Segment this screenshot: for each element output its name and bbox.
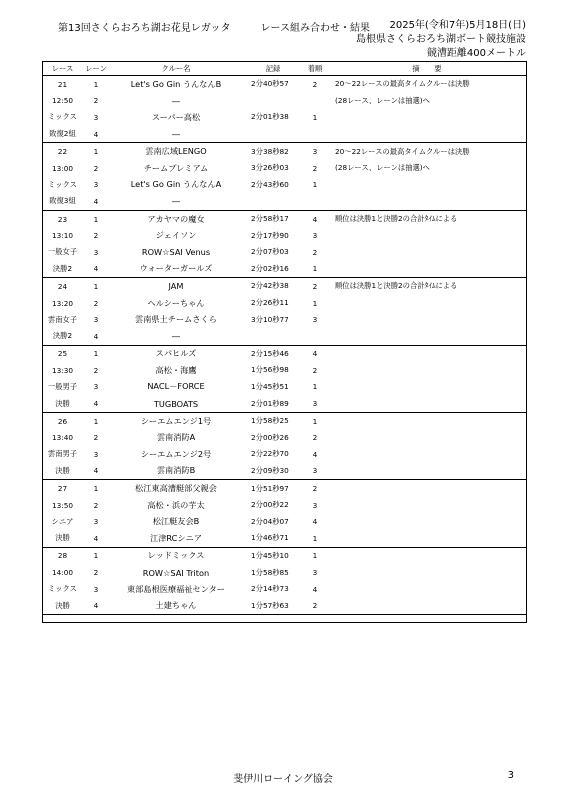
place-cell: 2 (312, 484, 318, 494)
race-cell: 決勝 (42, 530, 83, 547)
lane-cell: 1 (93, 214, 99, 224)
lane-cell: 2 (93, 568, 99, 578)
time-cell: 2分43秒60 (251, 179, 289, 189)
crew-cell: スーパー高松 (151, 111, 201, 122)
crew-cell: ジェイソン (155, 230, 197, 241)
race-cell: 23 (57, 214, 68, 224)
lane-cell: 4 (83, 126, 109, 143)
time-cell: 1分46秒71 (243, 530, 303, 547)
crew-cell: スパヒルズ (155, 348, 197, 359)
event-venue: 島根県さくらおろち湖ボート競技施設 (356, 34, 526, 45)
table-row (42, 446, 527, 463)
lane-cell: 2 (93, 500, 99, 510)
time-cell (243, 126, 303, 143)
time-cell: 2分58秒17 (251, 214, 289, 224)
time-cell: 2分02秒16 (243, 261, 303, 278)
note-cell (327, 547, 527, 564)
note-cell: 順位は決勝1と決勝2の合計ﾀｲﾑによる (335, 214, 458, 224)
time-cell: 1分58秒25 (251, 416, 289, 426)
table-row (42, 564, 527, 581)
race-cell: 28 (57, 551, 68, 561)
lane-cell: 3 (93, 112, 99, 122)
time-cell: 2分42秒38 (251, 281, 289, 291)
note-cell (327, 193, 527, 210)
note-cell (327, 480, 527, 497)
note-cell (327, 412, 527, 429)
race-cell: 一般女子 (47, 247, 78, 257)
table-row (42, 395, 527, 412)
lane-cell: 1 (93, 79, 99, 89)
place-cell (303, 328, 327, 345)
note-cell (327, 429, 527, 446)
table-row (42, 597, 527, 614)
lane-cell: 1 (93, 147, 99, 157)
race-cell: 決勝 (42, 463, 83, 480)
race-cell: 敗復3組 (42, 193, 83, 210)
page-number: 3 (507, 770, 514, 781)
table-row (42, 177, 527, 194)
time-cell: 3分26秒03 (251, 163, 289, 173)
lane-cell: 3 (93, 584, 99, 594)
table-row (42, 244, 527, 261)
crew-cell: 東部島根医療福祉センター (127, 583, 225, 594)
crew-cell: アカヤマの魔女 (147, 213, 205, 224)
note-cell (327, 311, 527, 328)
place-cell: 1 (312, 551, 318, 561)
crew-cell: Let's Go Gin うんなんB (130, 78, 222, 89)
lane-cell: 3 (93, 180, 99, 190)
crew-cell: 高松・浜の芋太 (147, 499, 205, 510)
note-cell (327, 261, 527, 278)
lane-cell: 4 (83, 328, 109, 345)
time-cell: 2分22秒70 (251, 449, 289, 459)
crew-cell: シーエムエンジ2号 (140, 448, 212, 459)
lane-cell: 1 (93, 416, 99, 426)
crew-cell: ROW☆SAI Triton (142, 567, 210, 578)
time-cell: 2分09秒30 (243, 463, 303, 480)
place-cell: 1 (303, 530, 327, 547)
event-date: 2025年(令和7年)5月18日(日) (389, 20, 526, 31)
race-cell: 13:10 (51, 231, 74, 241)
time-cell (243, 328, 303, 345)
race-cell: ミックス (48, 179, 77, 189)
place-cell: 1 (303, 261, 327, 278)
table-row (42, 463, 527, 480)
time-cell: 2分00秒22 (251, 500, 289, 510)
race-cell: シニア (51, 516, 74, 526)
event-info (356, 19, 526, 61)
table-row (42, 412, 527, 429)
note-cell (327, 362, 527, 379)
note-cell (327, 328, 527, 345)
note-cell (327, 379, 527, 396)
race-cell: 決勝 (42, 395, 83, 412)
race-cell: 決勝2 (42, 261, 83, 278)
place-cell: 4 (312, 584, 318, 594)
place-cell: 1 (312, 180, 318, 190)
crew-cell: 高松・海鷹 (155, 364, 197, 375)
lane-cell: 4 (83, 261, 109, 278)
lane-cell: 1 (93, 281, 99, 291)
crew-cell: ヘルシーちゃん (147, 297, 205, 308)
note-cell: (28レース、レーンは抽選)へ (335, 163, 430, 173)
table-row (42, 513, 527, 530)
place-cell: 1 (312, 112, 318, 122)
crew-cell: 江津RCシニア (109, 530, 243, 547)
col-time: 記録 (243, 62, 303, 76)
place-cell: 2 (312, 163, 318, 173)
time-cell: 2分14秒73 (251, 584, 289, 594)
time-cell: 1分51秒97 (251, 483, 289, 493)
table-row (42, 227, 527, 244)
time-cell: 1分56秒98 (251, 365, 289, 375)
lane-cell: 4 (83, 597, 109, 614)
lane-cell: 2 (93, 298, 99, 308)
note-cell (327, 244, 527, 261)
crew-cell: ― (109, 328, 243, 345)
time-cell: 2分17秒90 (251, 230, 289, 240)
note-cell: 順位は決勝1と決勝2の合計ﾀｲﾑによる (335, 281, 458, 291)
lane-cell: 3 (93, 517, 99, 527)
crew-cell: ― (109, 193, 243, 210)
crew-cell: チームプレミアム (143, 162, 209, 173)
table-row (42, 210, 527, 227)
time-cell: 2分15秒46 (251, 348, 289, 358)
table-row (42, 362, 527, 379)
lane-cell: 2 (93, 163, 99, 173)
race-cell: 24 (57, 281, 68, 291)
document-header (58, 19, 370, 34)
crew-cell: シーエムエンジ1号 (140, 415, 212, 426)
race-cell: 13:40 (51, 433, 74, 443)
race-cell: 13:30 (51, 365, 74, 375)
race-cell: 26 (57, 416, 68, 426)
place-cell: 4 (312, 449, 318, 459)
race-cell: 雲南女子 (47, 314, 78, 324)
time-cell: 2分07秒03 (251, 247, 289, 257)
time-cell: 2分26秒11 (251, 298, 289, 308)
time-cell: 1分45秒10 (251, 550, 289, 560)
race-cell: ミックス (48, 584, 77, 594)
note-cell (327, 177, 527, 194)
race-cell: 13:50 (51, 500, 74, 510)
table-row (42, 480, 527, 497)
table-row (42, 311, 527, 328)
table-row (42, 76, 527, 93)
place-cell: 4 (312, 349, 318, 359)
crew-cell: 雲南広域LENGO (145, 146, 207, 157)
crew-cell: JAM (168, 281, 184, 292)
lane-cell: 1 (93, 349, 99, 359)
col-race: レース (42, 62, 83, 76)
lane-cell: 4 (83, 395, 109, 412)
document-title: レース組み合わせ・結果 (260, 23, 371, 34)
time-cell (243, 193, 303, 210)
note-cell (327, 513, 527, 530)
place-cell: 2 (312, 433, 318, 443)
note-cell (327, 597, 527, 614)
note-cell (327, 345, 527, 362)
crew-cell: ウォーターガールズ (109, 261, 243, 278)
event-title: 第13回さくらおろち湖お花見レガッタ (58, 23, 231, 34)
lane-cell: 4 (83, 463, 109, 480)
table-row (42, 278, 527, 295)
lane-cell: 1 (93, 484, 99, 494)
lane-cell: 2 (93, 433, 99, 443)
race-cell: 21 (57, 79, 68, 89)
note-cell (327, 530, 527, 547)
results-table (42, 61, 527, 615)
place-cell: 2 (312, 365, 318, 375)
place-cell (303, 93, 327, 110)
place-cell: 2 (312, 247, 318, 257)
crew-cell: Let's Go Gin うんなんA (130, 179, 222, 190)
lane-cell: 3 (93, 449, 99, 459)
time-cell: 1分45秒51 (251, 381, 289, 391)
crew-cell: 雲南消防A (156, 432, 196, 443)
time-cell: 2分40秒57 (251, 79, 289, 89)
race-cell: ミックス (48, 112, 77, 122)
race-cell: 13:20 (51, 298, 74, 308)
time-cell: 2分00秒26 (251, 432, 289, 442)
race-cell: 敗復2組 (42, 126, 83, 143)
note-cell (327, 581, 527, 598)
time-cell: 3分10秒77 (251, 314, 289, 324)
note-cell (327, 109, 527, 126)
table-row (42, 295, 527, 312)
note-cell (327, 227, 527, 244)
table-row (42, 160, 527, 177)
crew-cell: ROW☆SAI Venus (141, 247, 211, 258)
crew-cell: レッドミックス (147, 550, 205, 561)
table-row (42, 328, 527, 345)
col-notes: 摘 要 (327, 62, 527, 76)
note-cell (327, 446, 527, 463)
race-cell: 27 (57, 484, 68, 494)
crew-cell: 松江艇友会B (152, 516, 200, 527)
table-row (42, 345, 527, 362)
time-cell: 2分04秒07 (251, 516, 289, 526)
race-cell: 雲南男子 (47, 449, 78, 459)
note-cell: 20～22レースの最高タイムクルーは決勝 (335, 146, 470, 156)
table-row (42, 497, 527, 514)
place-cell: 3 (312, 568, 318, 578)
table-header-row (42, 62, 527, 76)
time-cell: 3分38秒82 (251, 146, 289, 156)
table-row (42, 93, 527, 110)
place-cell: 4 (312, 214, 318, 224)
table-row (42, 547, 527, 564)
place-cell (303, 193, 327, 210)
place-cell: 1 (312, 298, 318, 308)
crew-cell: 雲南県土チームさくら (135, 314, 217, 325)
place-cell: 3 (312, 147, 318, 157)
note-cell: (28レース、レーンは抽選)へ (335, 95, 430, 105)
race-cell: 22 (57, 147, 68, 157)
place-cell (303, 126, 327, 143)
place-cell: 2 (312, 79, 318, 89)
place-cell: 2 (312, 281, 318, 291)
col-crew: クルー名 (109, 62, 243, 76)
time-cell: 1分58秒85 (251, 567, 289, 577)
table-row (42, 429, 527, 446)
race-cell: 一般男子 (47, 381, 78, 391)
course-distance: 競漕距離400メートル (426, 48, 526, 59)
crew-cell: ― (171, 95, 181, 106)
place-cell: 3 (312, 231, 318, 241)
table-row (42, 379, 527, 396)
place-cell: 2 (303, 597, 327, 614)
table-row (42, 109, 527, 126)
table-row (42, 581, 527, 598)
crew-cell: 松江東高漕艇部父親会 (135, 483, 217, 494)
race-cell: 決勝 (42, 597, 83, 614)
lane-cell: 1 (93, 551, 99, 561)
footer-organization: 斐伊川ローイング協会 (233, 774, 333, 785)
table-row (42, 143, 527, 160)
place-cell: 4 (312, 517, 318, 527)
col-place: 着順 (303, 62, 327, 76)
lane-cell: 4 (83, 530, 109, 547)
place-cell: 1 (312, 416, 318, 426)
lane-cell: 3 (93, 247, 99, 257)
table-row (42, 126, 527, 143)
place-cell: 1 (312, 382, 318, 392)
place-cell: 3 (303, 395, 327, 412)
table-row (42, 261, 527, 278)
col-lane: レーン (83, 62, 109, 76)
time-cell: 1分57秒63 (243, 597, 303, 614)
crew-cell: NACL－FORCE (147, 381, 205, 392)
lane-cell: 2 (93, 231, 99, 241)
table-row (42, 530, 527, 547)
lane-cell: 3 (93, 315, 99, 325)
note-cell: 20～22レースの最高タイムクルーは決勝 (335, 79, 470, 89)
race-cell: 決勝2 (42, 328, 83, 345)
race-cell: 25 (57, 349, 68, 359)
note-cell (327, 395, 527, 412)
crew-cell: 雲南消防B (109, 463, 243, 480)
crew-cell: ― (109, 126, 243, 143)
race-cell: 13:00 (51, 163, 74, 173)
place-cell: 3 (312, 315, 318, 325)
lane-cell: 3 (93, 382, 99, 392)
lane-cell: 2 (93, 365, 99, 375)
race-cell: 12:50 (51, 96, 74, 106)
note-cell (327, 564, 527, 581)
note-cell (327, 463, 527, 480)
race-cell: 14:00 (51, 568, 74, 578)
crew-cell: TUGBOATS (109, 395, 243, 412)
time-cell: 2分01秒38 (251, 112, 289, 122)
place-cell: 3 (312, 500, 318, 510)
note-cell (327, 497, 527, 514)
crew-cell: 土建ちゃん (109, 597, 243, 614)
time-cell: 2分01秒89 (243, 395, 303, 412)
table-row (42, 193, 527, 210)
note-cell (327, 126, 527, 143)
lane-cell: 4 (83, 193, 109, 210)
lane-cell: 2 (93, 96, 99, 106)
place-cell: 3 (303, 463, 327, 480)
time-cell (243, 93, 303, 110)
note-cell (327, 295, 527, 312)
